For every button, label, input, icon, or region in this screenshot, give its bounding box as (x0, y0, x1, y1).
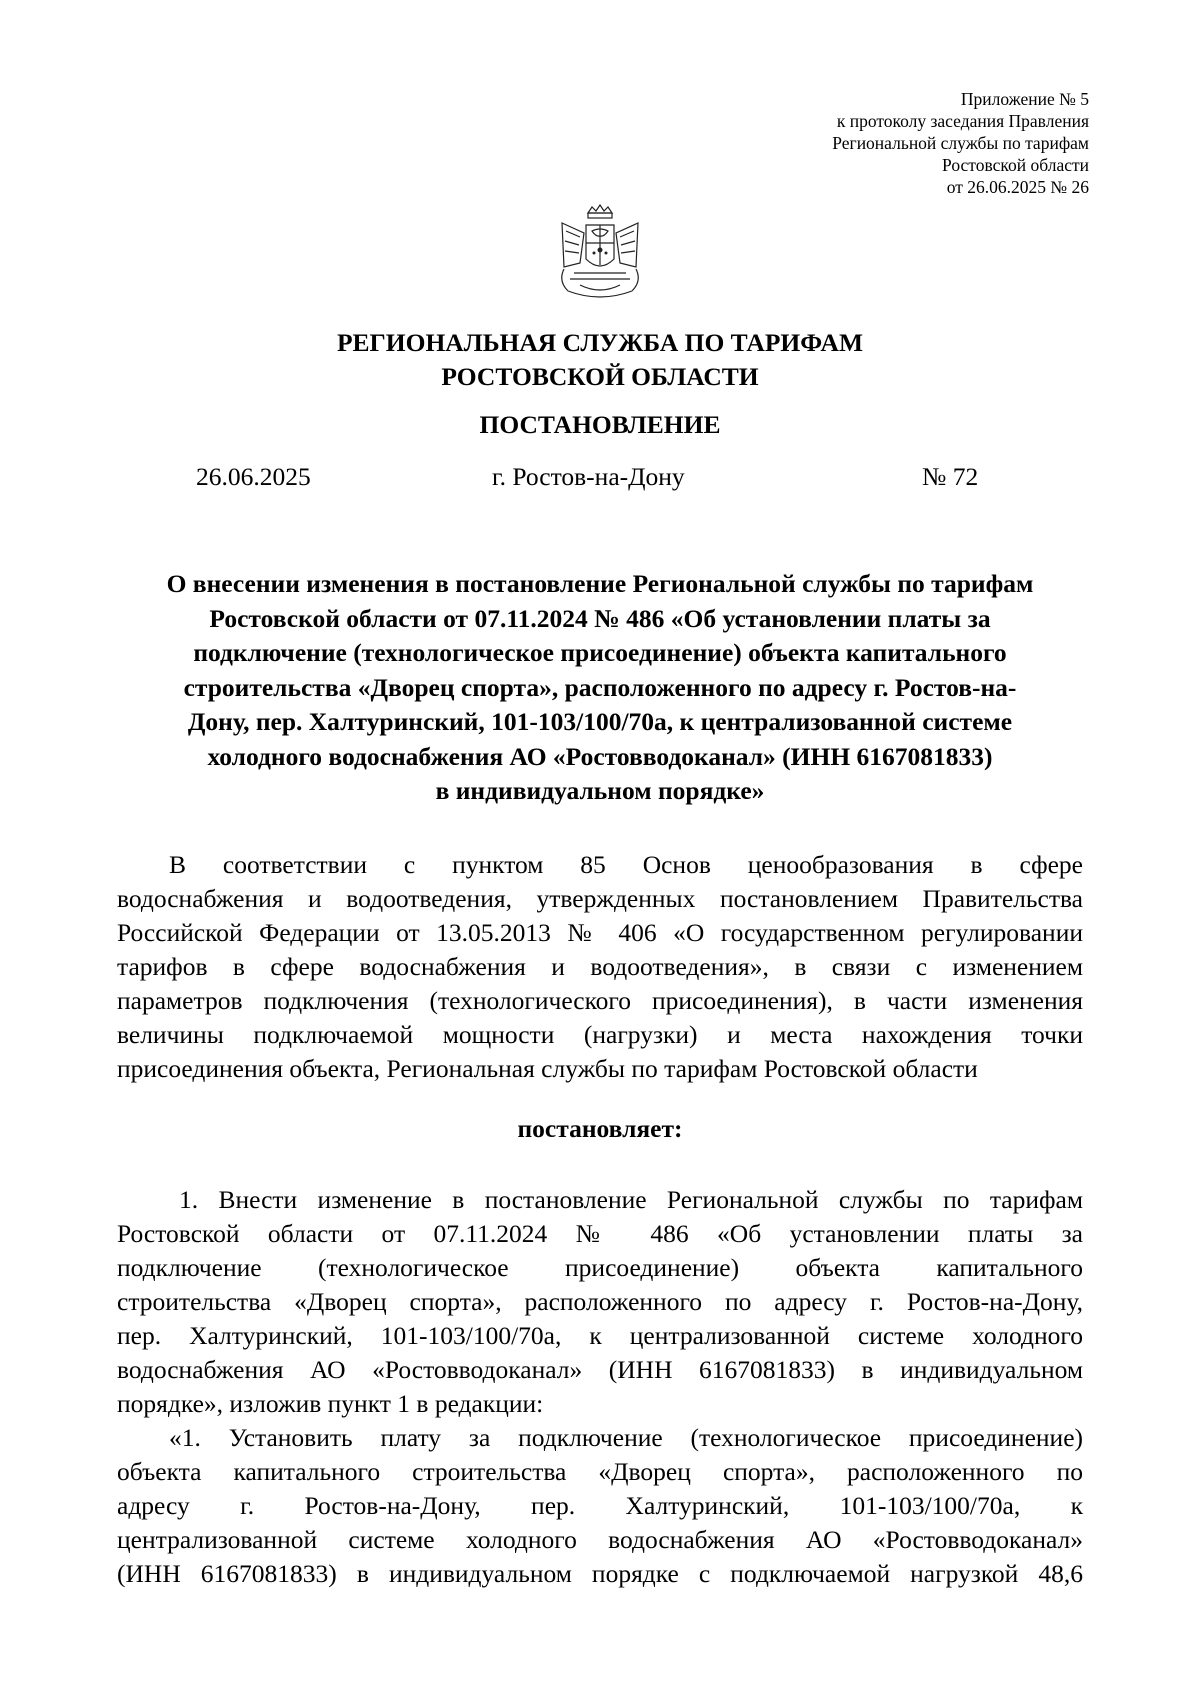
title-line: холодного водоснабжения АО «Ростовводоканал» (ИНН 6167081833) (207, 741, 993, 771)
org-line: РЕГИОНАЛЬНАЯ СЛУЖБА ПО ТАРИФАМ (336, 328, 864, 357)
paragraph-line: В соответствии с пунктом 85 Основ ценообразования в сфере (169, 850, 1083, 879)
title-line: Дону, пер. Халтуринский, 101-103/100/70а, к централизованной системе (187, 707, 1013, 736)
title-line: в индивидуальном порядке» (435, 776, 765, 805)
appendix-line: от 26.06.2025 № 26 (946, 177, 1089, 197)
document-date: 26.06.2025 (196, 462, 311, 491)
paragraph-line: «1. Установить плату за подключение (технологическое присоединение) (169, 1423, 1083, 1452)
appendix-note (832, 88, 1089, 198)
coat-of-arms-icon (550, 203, 650, 303)
paragraph-line: присоединения объекта, Региональная службы по тарифам Ростовской области (117, 1054, 978, 1083)
title-line: О внесении изменения в постановление Региональной службы по тарифам (166, 569, 1034, 598)
paragraph-line: централизованной системе холодного водоснабжения АО «Ростовводоканал» (117, 1525, 1083, 1554)
paragraph-line: величины подключаемой мощности (нагрузки) и места нахождения точки (117, 1020, 1083, 1049)
paragraph-line: Ростовской области от 07.11.2024 № 486 «Об установлении платы за (117, 1219, 1083, 1248)
document-city: г. Ростов-на-Дону (492, 462, 685, 491)
appendix-line: Приложение № 5 (960, 89, 1089, 109)
document-type: ПОСТАНОВЛЕНИЕ (479, 410, 721, 439)
quoted-item-1-paragraph (117, 1421, 1083, 1591)
appendix-line: к протоколу заседания Правления (836, 111, 1089, 131)
paragraph-line: объекта капитального строительства «Дворец спорта», расположенного по (117, 1457, 1083, 1486)
preamble-paragraph (117, 848, 1083, 1086)
paragraph-line: водоснабжения АО «Ростовводоканал» (ИНН 6167081833) в индивидуальном (117, 1355, 1083, 1384)
paragraph-line: 1. Внести изменение в постановление Региональной службы по тарифам (179, 1185, 1083, 1214)
paragraph-line: (ИНН 6167081833) в индивидуальном порядке с подключаемой нагрузкой 48,6 (117, 1559, 1083, 1588)
paragraph-line: водоснабжения и водоотведения, утвержденных постановлением Правительства (117, 884, 1083, 913)
item-1-paragraph (117, 1183, 1083, 1421)
document-number: № 72 (922, 462, 979, 491)
title-line: строительства «Дворец спорта», расположенного по адресу г. Ростов-на- (183, 672, 1017, 702)
paragraph-line: порядке», изложив пункт 1 в редакции: (117, 1389, 544, 1418)
document-title (117, 567, 1083, 809)
paragraph-line: адресу г. Ростов-на-Дону, пер. Халтуринский, 101-103/100/70а, к (117, 1491, 1083, 1520)
org-line: РОСТОВСКОЙ ОБЛАСТИ (441, 362, 759, 391)
paragraph-line: Российской Федерации от 13.05.2013 № 406 «О государственном регулировании (117, 918, 1083, 947)
title-line: подключение (технологическое присоединение) объекта капитального (193, 638, 1007, 667)
paragraph-line: параметров подключения (технологического присоединения), в части изменения (117, 986, 1083, 1015)
organization-name (0, 326, 1200, 394)
paragraph-line: пер. Халтуринский, 101-103/100/70а, к централизованной системе холодного (117, 1321, 1083, 1350)
paragraph-line: строительства «Дворец спорта», расположенного по адресу г. Ростов-на-Дону, (117, 1287, 1083, 1316)
decree-word: постановляет: (517, 1114, 683, 1143)
paragraph-line: тарифов в сфере водоснабжения и водоотведения», в связи с изменением (117, 952, 1083, 981)
title-line: Ростовской области от 07.11.2024 № 486 «Об установлении платы за (209, 603, 991, 633)
appendix-line: Региональной службы по тарифам (832, 133, 1089, 153)
paragraph-line: подключение (технологическое присоединение) объекта капитального (117, 1253, 1083, 1282)
appendix-line: Ростовской области (942, 155, 1089, 175)
